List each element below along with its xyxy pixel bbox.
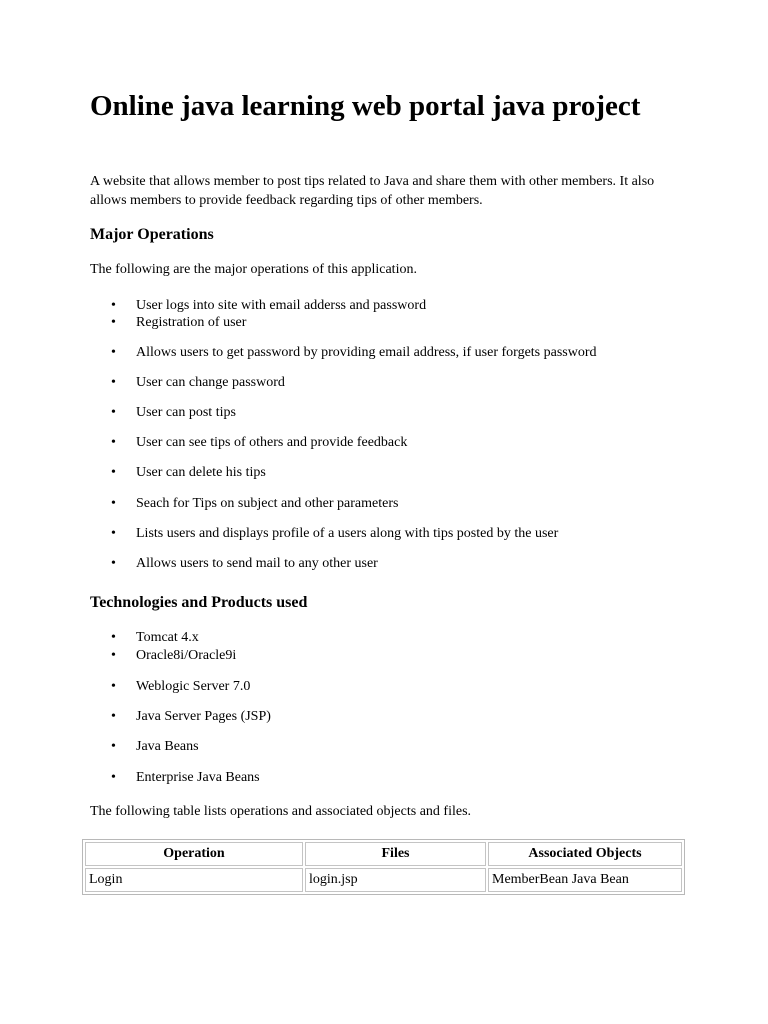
- bullet-icon: •: [111, 679, 116, 694]
- operations-table: [82, 839, 685, 895]
- major-operations-lead: The following are the major operations of this application.: [90, 262, 417, 277]
- bullet-icon: •: [111, 315, 116, 330]
- bullet-icon: •: [111, 709, 116, 724]
- technologies-heading: Technologies and Products used: [90, 594, 308, 611]
- table-cell-associated-objects: MemberBean Java Bean: [488, 868, 682, 892]
- bullet-icon: •: [111, 526, 116, 541]
- bullet-icon: •: [111, 556, 116, 571]
- bullet-icon: •: [111, 496, 116, 511]
- intro-paragraph: A website that allows member to post tips related to Java and share them with other members. It also allows members to provide feedback regarding tips of other members.: [90, 174, 655, 208]
- bullet-icon: •: [111, 405, 116, 420]
- column-header-associated-objects: Associated Objects: [488, 842, 682, 866]
- bullet-icon: •: [111, 465, 116, 480]
- bullet-icon: •: [111, 770, 116, 785]
- bullet-icon: •: [111, 435, 116, 450]
- page-title: Online java learning web portal java project: [90, 90, 641, 122]
- bullet-icon: •: [111, 345, 116, 360]
- bullet-icon: •: [111, 375, 116, 390]
- column-header-files: Files: [305, 842, 486, 866]
- document-page: Online java learning web portal java project A website that allows member to post tips related to Java and share them with other members. It also allows members to provide feedback regarding tips of other members. Major Operations The following are the major operations of this application. • User logs into site with email adderss and password • Registration of user • Allows users to get password by providing email address, if user forgets password • User can change password • User can post tips • User can see tips of others and provide feedback • User can delete his tips • Seach for Tips on subject and other parameters • Lists users and displays profile of a users along with tips posted by the user • Allows users to send mail to any other user Technologies and Products used • Tomcat 4.x • Oracle8i/Oracle9i • Weblogic Server 7.0 • Java Server Pages (JSP) • Java Beans • Enterprise Java Beans The following table lists operations and associated objects and files. Operation Files Associated Objects Login login.jsp MemberBean Java Bean: [0, 0, 768, 1024]
- table-intro: The following table lists operations and associated objects and files.: [90, 804, 472, 819]
- column-header-operation: Operation: [85, 842, 303, 866]
- table-cell-operation: Login: [85, 868, 303, 892]
- table-cell-files: login.jsp: [305, 868, 486, 892]
- bullet-icon: •: [111, 648, 116, 663]
- table-row: [85, 868, 682, 892]
- table-header-row: [85, 842, 682, 866]
- bullet-icon: •: [111, 630, 116, 645]
- bullet-icon: •: [111, 298, 116, 313]
- bullet-icon: •: [111, 739, 116, 754]
- major-operations-heading: Major Operations: [90, 226, 214, 243]
